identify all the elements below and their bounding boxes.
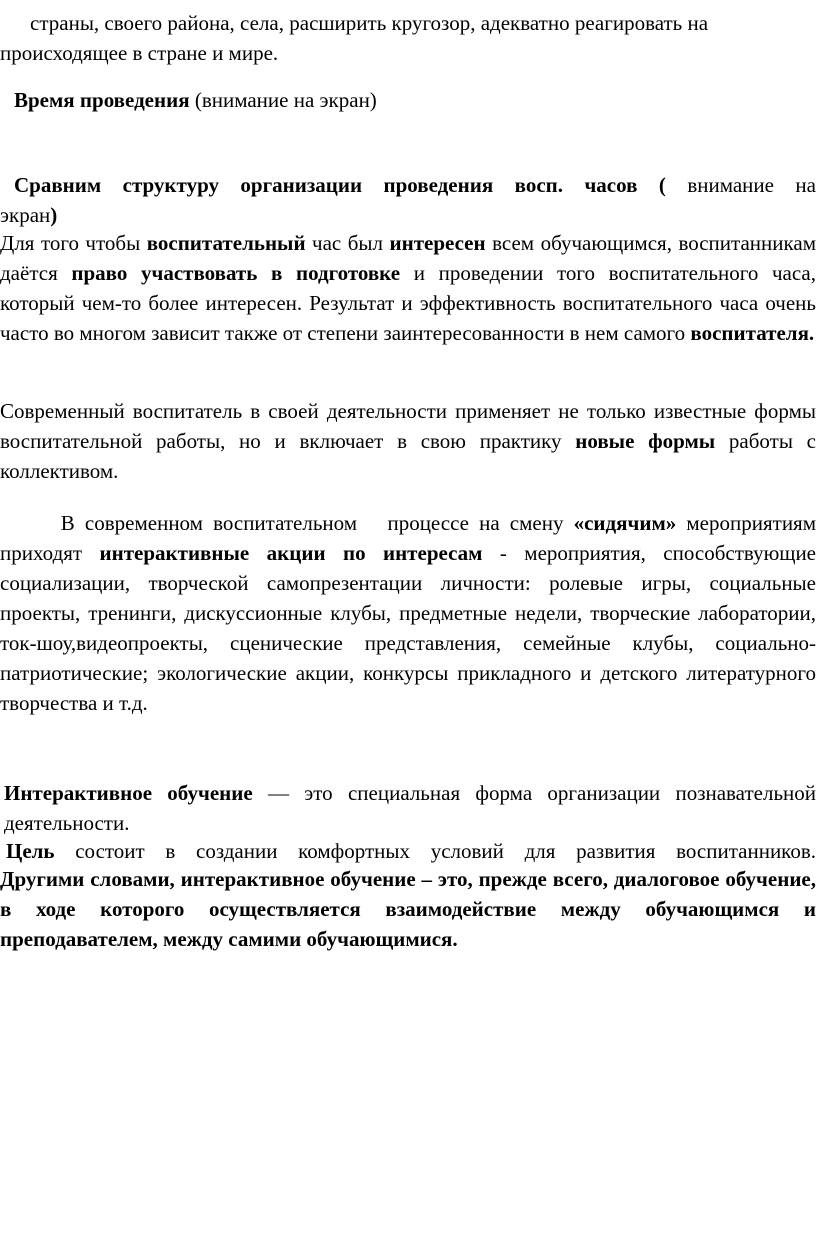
para2-text-1: Современный воспитатель в своей деятельности применяет не только известные формы воспитательной работы, но и включает в свою практику <box>0 399 816 453</box>
compare-heading-line2: экран <box>0 203 51 227</box>
para2-bold-1: новые формы <box>575 429 716 453</box>
compare-heading <box>0 170 816 230</box>
paragraph-interactive-learning <box>0 778 816 838</box>
compare-heading-note: внимание на <box>665 173 816 197</box>
intro-paragraph <box>0 8 816 68</box>
para3-text-3: - мероприятия, способствующие социализации, творческой самопрезентации личности: ролевые игры, социальные проекты, тренинги, дискуссионные клубы, предметные недели, творческие лаборатории, ток-шоу,видеопроекты, сценические представления, семейные клубы, социально-патриотические; экологические акции, конкурсы прикладного и детского литературного творчества и т.д. <box>0 541 822 715</box>
para5-text-1: состоит в создании комфортных условий для развития воспитанников. <box>54 839 816 863</box>
para3-text-2: мероприятиям приходят <box>0 511 822 565</box>
para3-text-1: В современном воспитательном процессе на смену <box>0 511 574 535</box>
para4-text-1: — это специальная форма организации познавательной деятельности. <box>4 781 816 835</box>
para4-bold-1: Интерактивное обучение <box>4 781 253 805</box>
para5-bold-1: Цель <box>6 839 55 863</box>
time-heading <box>0 85 830 115</box>
paragraph-interactive-actions <box>0 508 822 718</box>
paragraph-modern-educator <box>0 396 816 486</box>
para3-bold-1: «сидячим» <box>573 511 677 535</box>
paragraph-goal <box>0 836 816 866</box>
para3-bold-2: интерактивные акции по интересам <box>99 541 483 565</box>
para1-text-4: и проведении того воспитательного часа, который чем-то более интересен. Результат и эффективность воспитательного часа очень часто во многом зависит также от степени заинтересованности в нем самого <box>0 261 816 345</box>
para1-bold-2: интересен <box>389 231 486 255</box>
para1-bold-3: право участвовать в подготовке <box>71 261 401 285</box>
time-heading-note: (внимание на экран) <box>189 88 377 112</box>
compare-heading-bold: Сравним структуру организации проведения восп. часов ( <box>14 173 666 197</box>
para2-text-2: работы с коллективом. <box>0 429 816 483</box>
para1-text-2: час был <box>305 231 390 255</box>
para1-bold-4: воспитателя. <box>690 321 815 345</box>
paragraph-voluntary-participation <box>0 228 816 348</box>
paragraph-dialogue-learning <box>0 864 816 954</box>
para1-text-3: всем обучающимся, воспитанникам даётся <box>0 231 816 285</box>
time-heading-bold: Время проведения <box>14 88 190 112</box>
para1-bold-1: воспитательный <box>146 231 306 255</box>
intro-line-2: происходящее в стране и мире. <box>0 41 279 65</box>
compare-heading-paren: ) <box>50 203 58 227</box>
para6-bold-1: Другими словами, интерактивное обучение – это, прежде всего, диалоговое обучение, в ходе которого осуществляется взаимодействие между обучающимся и преподавателем, между самими обучающимися. <box>0 867 816 951</box>
intro-line-1: страны, своего района, села, расширить кругозор, адекватно реагировать на <box>30 11 709 35</box>
para1-text-1: Для того чтобы <box>0 231 147 255</box>
